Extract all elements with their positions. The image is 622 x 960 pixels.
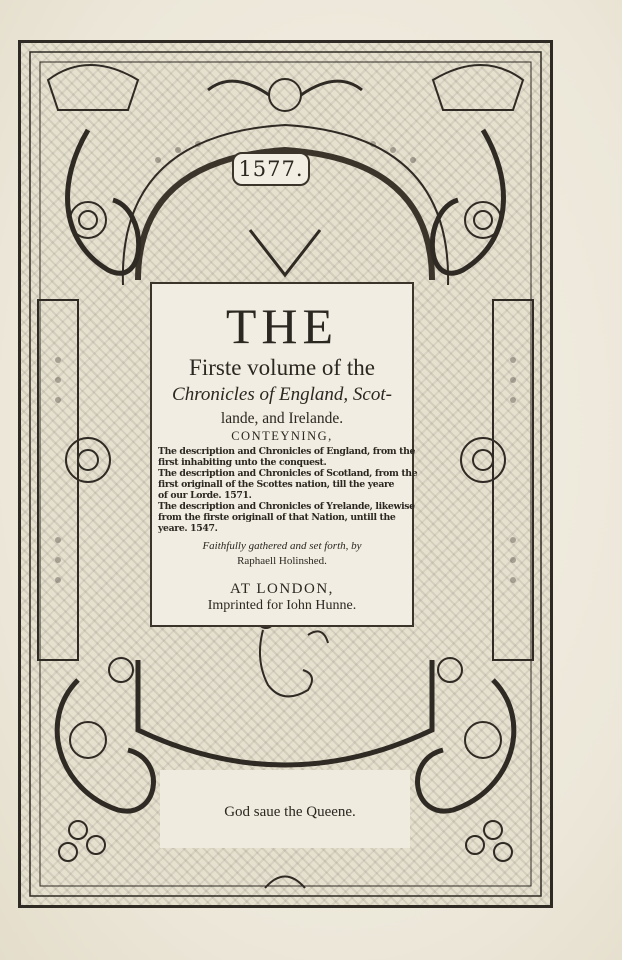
contents-line: first originall of the Scottes nation, till the yeare (158, 479, 395, 490)
contents-line: of our Lorde. 1571. (158, 490, 252, 501)
contents-line: from the firste originall of that Nation, untill the (158, 512, 396, 523)
title-heading: THE (225, 298, 339, 354)
contents-line: The description and Chronicles of Scotland, from the (158, 468, 418, 479)
author-line: Raphaell Holinshed. (237, 555, 327, 567)
contents-line: yeare. 1547. (158, 523, 218, 534)
motto-line: God saue the Queene. (224, 804, 356, 820)
volume-line: Firste volume of the (189, 355, 375, 380)
imprint-line: Imprinted for Iohn Hunne. (207, 598, 357, 613)
contents-line: The description and Chronicles of England, from the (158, 446, 416, 457)
scotlande-line: lande, and Irelande. (220, 410, 344, 427)
publication-year: 1577. (238, 157, 304, 181)
contents-line: The description and Chronicles of Yrelande, likewise (158, 501, 415, 512)
chronicles-line: Chronicles of England, Scot- (172, 384, 392, 405)
place-line: AT LONDON, (230, 581, 334, 597)
gathered-line: Faithfully gathered and set forth, by (202, 540, 362, 552)
conteyning-heading: CONTEYNING, (231, 429, 333, 443)
contents-line: first inhabiting unto the conquest. (158, 457, 327, 468)
date-cartouche (232, 152, 310, 186)
